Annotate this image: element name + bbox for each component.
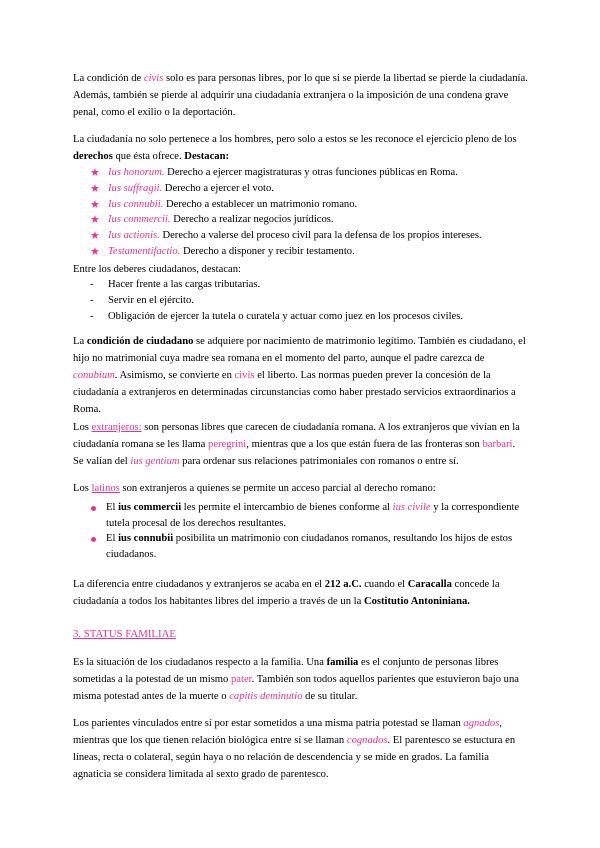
paragraph-familia: Es la situación de los ciudadanos respecto a la familia. Una familia es el conjunto de personas libres sometidas a la potestad de un mismo pater. También son todos aquellos parientes que estuvieron bajo una misma potestad antes de la muerte o capitis deminutio de su titular.: [73, 657, 519, 702]
dot-bullet: [91, 506, 96, 511]
star-bullet-icon: ★: [90, 197, 100, 211]
paragraph-extranjeros: Los extranjeros: son personas libres que carecen de ciudadanía romana. A los extranjeros que vivían en la ciudadanía romana se les llama peregrini, mientras que a los que están fuera de las fronteras son barbari. Se valían del ius gentium para ordenar sus relaciones patrimoniales con romanos o entre sí.: [73, 422, 520, 467]
paragraph-latinos: Los latinos son extranjeros a quienes se permite un acceso parcial al derecho romano:: [73, 483, 436, 494]
duties-list: [73, 277, 528, 324]
paragraph-parientes: Los parientes vinculados entre sí por estar sometidos a una misma patria potestad se llaman agnados, mientras que los que tienen relación biológica entre sí se llaman cognados. El parentesco se estuctura en líneas, recta o colateral, según haya o no relación de descendencia y se mide en grados. La familia agnaticia se considera limitada al sexto grado de parentesco.: [73, 718, 516, 780]
term-capitis-deminutio: capitis deminutio: [229, 691, 303, 702]
term-conubium: conubium: [73, 370, 115, 381]
paragraph-acquisition: La condición de ciudadano se adquiere por nacimiento de matrimonio legítimo. También es ciudadano, el hijo no matrimonial cuya madre sea romana en el momento del parto, aunque el padre carezca de conubium. Asimismo, se convierte en civis el liberto. Las normas pueden prever la concesión de la ciudadanía a extranjeros en determinadas circunstancias como haber prestado servicios extraordinarios a Roma.: [73, 336, 526, 415]
rights-list: [73, 165, 528, 260]
term-pater: pater: [231, 674, 252, 685]
dot-bullet: [91, 537, 96, 542]
star-bullet-icon: ★: [90, 244, 100, 258]
term-year: 212 a.C.: [324, 579, 362, 590]
list-item: El ius connubii posibilita un matrimonio con ciudadanos romanos, resultando los hijos de estos ciudadanos.: [73, 531, 528, 562]
term-caracalla: Caracalla: [407, 579, 452, 590]
list-item: - Servir en el ejército.: [73, 293, 528, 309]
paragraph-constitutio: La diferencia entre ciudadanos y extranjeros se acaba en el 212 a.C. cuando el Caracalla concede la ciudadanía a todos los habitantes libres del imperio a través de un la Costitutio Antoniniana.: [73, 579, 500, 607]
dash-bullet: -: [90, 310, 94, 322]
term-peregrini: peregrini: [208, 439, 247, 450]
term-ius-gentium: ius gentium: [130, 456, 180, 467]
term-agnados: agnados: [463, 718, 500, 729]
term-latinos: latinos: [91, 483, 120, 494]
list-item: ★ Testamentifactio. Derecho a disponer y recibir testamento.: [90, 244, 355, 258]
term-civis-2: civis: [234, 370, 255, 381]
list-item: - Hacer frente a las cargas tributarias.: [73, 277, 528, 293]
star-bullet-icon: ★: [90, 166, 100, 179]
latin-rights-list: [73, 500, 528, 562]
term-civis: civis: [143, 73, 164, 84]
term-familia: familia: [326, 657, 359, 668]
dash-bullet: -: [90, 294, 94, 306]
term-derechos: derechos: [73, 151, 113, 162]
star-bullet-icon: ★: [90, 181, 100, 195]
list-item: - Obligación de ejercer la tutela o curatela y actuar como juez en los procesos civiles.: [73, 309, 528, 325]
term-constitutio: Costitutio Antoniniana.: [363, 596, 470, 607]
term-extranjeros: extranjeros:: [91, 422, 142, 433]
section-heading: 3. STATUS FAMILIAE: [73, 628, 177, 640]
dash-bullet: -: [90, 279, 94, 290]
term-condicion-ciudadano: condición de ciudadano: [86, 336, 194, 347]
paragraph-citizenship-men: La ciudadanía no solo pertenece a los hombres, pero solo a estos se les reconoce el ejercicio pleno de los derechos que ésta ofrece. Destacan:: [73, 134, 517, 162]
term-barbari: barbari: [482, 439, 513, 450]
label-destacan: Destacan:: [184, 151, 230, 162]
list-item: El ius commercii les permite el intercambio de bienes conforme al ius civile y la correspondiente tutela procesal de los derechos resultantes.: [73, 500, 528, 531]
duties-intro: Entre los deberes ciudadanos, destacan:: [73, 264, 241, 275]
term-cognados: cognados: [346, 735, 388, 746]
star-bullet-icon: ★: [90, 213, 100, 227]
star-bullet-icon: ★: [90, 229, 100, 243]
list-item: ★ Ius actionis. Derecho a valerse del proceso civil para la defensa de los propios intereses.: [90, 229, 482, 243]
list-item: ★ Ius commercii. Derecho a realizar negocios jurídicos.: [90, 213, 334, 227]
list-item: ★ Ius suffragii. Derecho a ejercer el voto.: [90, 181, 274, 195]
paragraph-civis-loss: La condición de civis solo es para personas libres, por lo que si se pierde la libertad se pierde la ciudadanía. Además, también se pierde al adquirir una ciudadanía extranjera o la imposición de una condena grave penal, como el exilio o la deportación.: [73, 73, 528, 118]
list-item: ★ Ius honorum. Derecho a ejercer magistraturas y otras funciones públicas en Roma.: [90, 166, 458, 179]
list-item: ★ Ius connubii. Derecho a establecer un matrimonio romano.: [90, 197, 358, 211]
